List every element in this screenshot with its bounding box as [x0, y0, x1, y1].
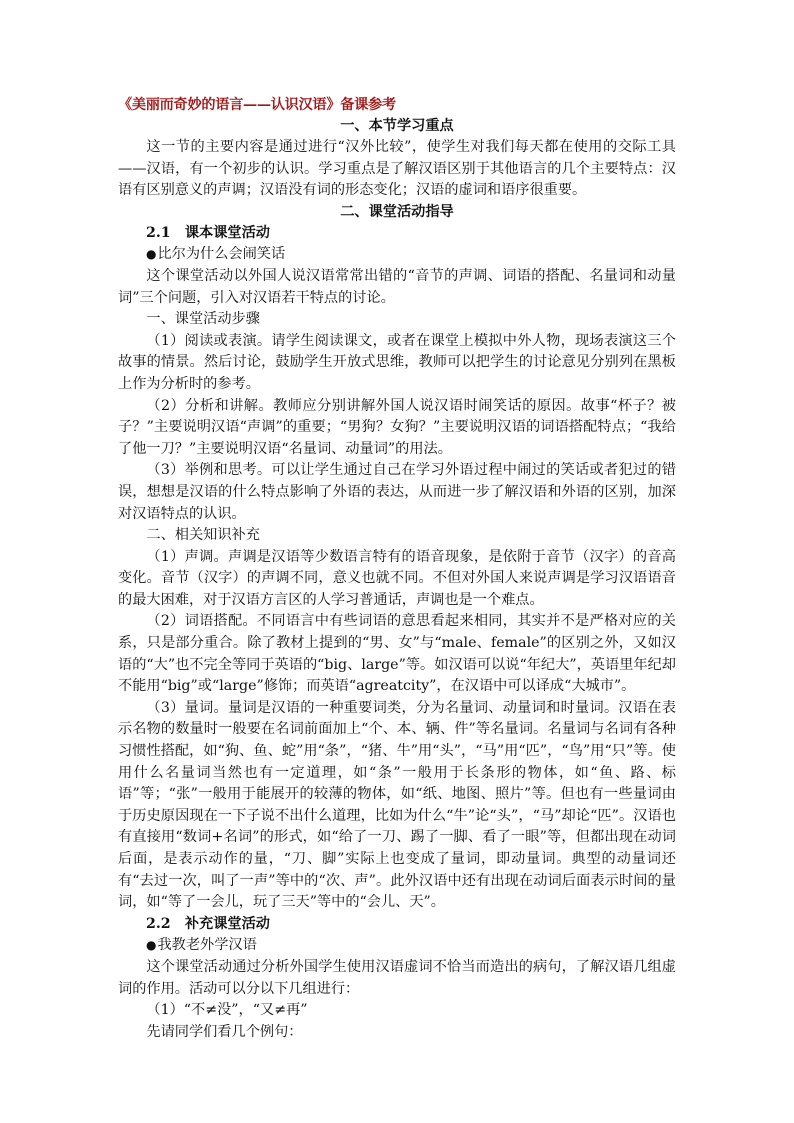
activity-bullet-2-text: 我教老外学汉语: [157, 937, 257, 954]
knowledge-heading: 二、相关知识补充: [146, 527, 260, 544]
subsection-2-2-heading: 2.2 补充课堂活动: [146, 915, 270, 932]
bullet-dot-icon: ●: [146, 938, 157, 953]
activity-2-intro: 这个课堂活动通过分析外国学生使用汉语虚词不恰当而造出的病句，了解汉语几组虚词的作用。活动可以分以下几组进行：: [118, 958, 676, 997]
document-title: 《美丽而奇妙的语言——认识汉语》备课参考: [118, 97, 396, 113]
knowledge-tone-paragraph: （1）声调。声调是汉语等少数语言特有的语音现象，是依附于音节（汉字）的音高变化。音节（汉字）的声调不同，意义也就不同。不但对外国人来说声调是学习汉语语音的最大困难，对于汉语方言区的人学习普通话，声调也是一个难点。: [118, 548, 676, 608]
steps-heading: 一、课堂活动步骤: [146, 311, 260, 328]
subsection-2-1-heading: 2.1 课本课堂活动: [146, 224, 270, 241]
activity-bullet-2: [118, 935, 676, 957]
document-page: [118, 95, 676, 1043]
examples-prompt: 先请同学们看几个例句：: [146, 1023, 303, 1040]
group-1-label: （1）“不≠没”，“又≠再”: [146, 1002, 308, 1019]
activity-bullet-1-text: 比尔为什么会闹笑话: [157, 246, 286, 263]
step-1-paragraph: （1）阅读或表演。请学生阅读课文，或者在课堂上模拟中外人物，现场表演这三个故事的情景。然后讨论，鼓励学生开放式思维，教师可以把学生的讨论意见分别列在黑板上作为分析时的参考。: [118, 332, 676, 392]
knowledge-collocation-paragraph: （2）词语搭配。不同语言中有些词语的意思看起来相同，其实并不是严格对应的关系，只是部分重合。除了教材上提到的“男、女”与“male、female”的区别之外，又如汉语的“大”也不完全等同于英语的“big、large”等。如汉语可以说“年纪大”，英语里年纪却不能用“big”或“large”修饰；而英语“agreatcity”，在汉语中可以译成“大城市”。: [118, 613, 676, 695]
knowledge-measure-word-paragraph: （3）量词。量词是汉语的一种重要词类，分为名量词、动量词和时量词。汉语在表示名物的数量时一般要在名词前面加上“个、本、辆、件”等名量词。名量词与名词有各种习惯性搭配，如“狗、鱼、蛇”用“条”，“猪、牛”用“头”，“马”用“匹”，“鸟”用“只”等。使用什么名量词当然也有一定道理，如“条”一般用于长条形的物体，如“鱼、路、标语”等；“张”一般用于能展开的较薄的物体，如“纸、地图、照片”等。但也有一些量词由于历史原因现在一下子说不出什么道理，比如为什么“牛”论“头”，“马”却论“匹”。汉语也有直接用“数词+名词”的形式，如“给了一刀、踢了一脚、看了一眼”等，但都出现在动词后面，是表示动作的量，“刀、脚”实际上也变成了量词，即动量词。典型的动量词还有“去过一次，叫了一声”等中的“次、声”。此外汉语中还有出现在动词后面表示时间的量词，如“等了一会儿，玩了三天”等中的“会儿、天”。: [118, 699, 676, 911]
section-2-heading: 二、课堂活动指导: [340, 203, 454, 220]
activity-bullet-1: [118, 244, 676, 266]
bullet-dot-icon: ●: [146, 247, 157, 262]
section-1-paragraph: 这一节的主要内容是通过进行“汉外比较”，使学生对我们每天都在使用的交际工具——汉语，有一个初步的认识。学习重点是了解汉语区别于其他语言的几个主要特点：汉语有区别意义的声调；汉语没有词的形态变化；汉语的虚词和语序很重要。: [118, 139, 676, 199]
section-1-heading: 一、本节学习重点: [340, 118, 454, 134]
step-2-paragraph: （2）分析和讲解。教师应分别讲解外国人说汉语时闹笑话的原因。故事“杯子？被子？”主要说明汉语“声调”的重要；“男狗？女狗？”主要说明汉语的词语搭配特点；“我给了他一刀？”主要说明汉语“名量词、动量词”的用法。: [118, 397, 676, 457]
activity-1-intro: 这个课堂活动以外国人说汉语常常出错的“音节的声调、词语的搭配、名量词和动量词”三个问题，引入对汉语若干特点的讨论。: [118, 267, 676, 306]
step-3-paragraph: （3）举例和思考。可以让学生通过自己在学习外语过程中闹过的笑话或者犯过的错误，想想是汉语的什么特点影响了外语的表达，从而进一步了解汉语和外语的区别，加深对汉语特点的认识。: [118, 462, 676, 522]
